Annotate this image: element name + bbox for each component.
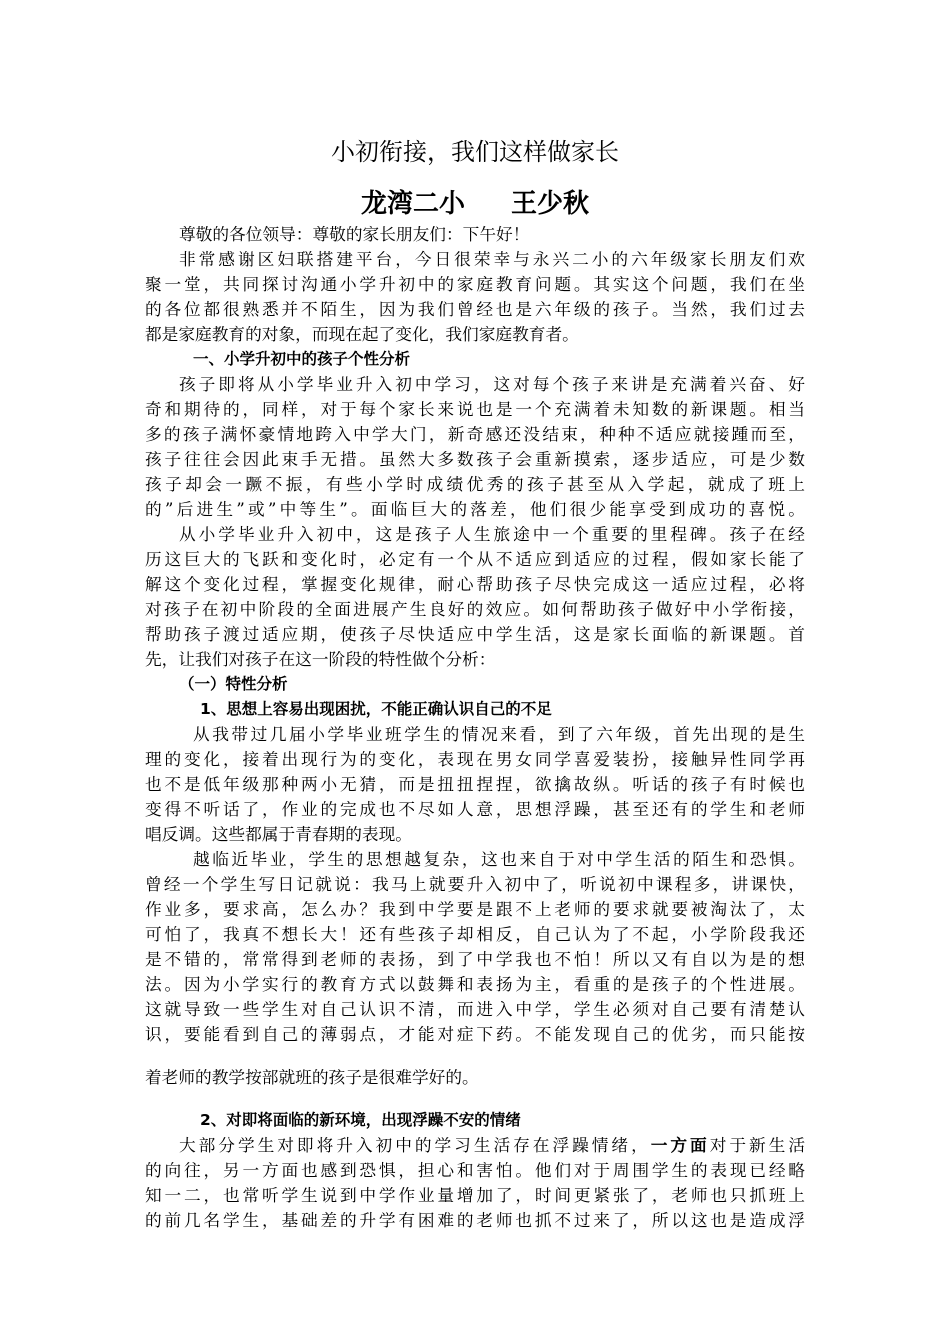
text-line: 是不错的，常常得到老师的表扬，到了中学我也不怕！所以又有自以为是的想 [145, 949, 805, 969]
emphasis-text: 一方面 [650, 1135, 710, 1155]
text-line: 奇和期待的，同样，对于每个家长来说也是一个充满着未知数的新课题。相当 [145, 399, 805, 419]
text-line: 作业多，要求高，怎么办？我到中学要是跟不上老师的要求就要被淘汰了，太 [145, 899, 805, 919]
section-heading: 2、对即将面临的新环境，出现浮躁不安的情绪 [200, 1111, 521, 1129]
text-line: 聚一堂，共同探讨沟通小学升初中的家庭教育问题。其实这个问题，我们在坐 [145, 274, 805, 294]
text-line: 的向往，另一方面也感到恐惧，担心和害怕。他们对于周围学生的表现已经略 [145, 1160, 805, 1180]
text-line: 也不是低年级那种两小无猜，而是扭扭捏捏，欲擒故纵。听话的孩子有时候也 [145, 774, 805, 794]
text-line: 曾经一个学生写日记就说：我马上就要升入初中了，听说初中课程多，讲课快， [145, 874, 805, 894]
text-line: 从我带过几届小学毕业班学生的情况来看，到了六年级，首先出现的是生 [193, 724, 805, 744]
author-name: 王少秋 [511, 189, 590, 219]
text-line: 孩子即将从小学毕业升入初中学习，这对每个孩子来讲是充满着兴奋、好 [179, 374, 805, 394]
text-line: 着老师的教学按部就班的孩子是很难学好的。 [145, 1067, 479, 1087]
document-body [145, 222, 805, 1233]
text-line: 先，让我们对孩子在这一阶段的特性做个分析： [145, 649, 496, 669]
text-line: 唱反调。这些都属于青春期的表现。 [145, 824, 412, 844]
author-school: 龙湾二小 [360, 189, 465, 219]
text-line: 解这个变化过程，掌握变化规律，耐心帮助孩子尽快完成这一适应过程，必将 [145, 574, 805, 594]
text-line: 都是家庭教育的对象，而现在起了变化，我们家庭教育者。 [145, 324, 579, 344]
text-line: 孩子却会一蹶不振，有些小学时成绩优秀的孩子甚至从入学起，就成了班上 [145, 474, 805, 494]
text-line [145, 1090, 805, 1108]
text-line: 大部分学生对即将升入初中的学习生活存在浮躁情绪，一方面对于新生活 [179, 1135, 805, 1155]
text-line: 变得不听话了，作业的完成也不尽如人意，思想浮躁，甚至还有的学生和老师 [145, 799, 805, 819]
text-line: 理的变化，接着出现行为的变化，表现在男女同学喜爱装扮，接触异性同学再 [145, 749, 805, 769]
text-line: 的前几名学生，基础差的升学有困难的老师也抓不过来了，所以这也是造成浮 [145, 1210, 805, 1230]
text-line: 这就导致一些学生对自己认识不清，而进入中学，学生必须对自己要有清楚认 [145, 999, 805, 1019]
text-line: 对孩子在初中阶段的全面进展产生良好的效应。如何帮助孩子做好中小学衔接， [145, 599, 805, 619]
text-line: 识，要能看到自己的薄弱点，才能对症下药。不能发现自己的优劣，而只能按 [145, 1024, 805, 1044]
section-heading: 1、思想上容易出现困扰，不能正确认识自己的不足 [200, 700, 552, 718]
text-line: 的”后进生”或”中等生”。面临巨大的落差，他们很少能享受到成功的喜悦。 [145, 499, 805, 519]
author-line [0, 183, 950, 220]
text-line: 非常感谢区妇联搭建平台，今日很荣幸与永兴二小的六年级家长朋友们欢 [179, 249, 805, 269]
section-heading: （一）特性分析 [179, 675, 288, 693]
text-line: 帮助孩子渡过适应期，使孩子尽快适应中学生活，这是家长面临的新课题。首 [145, 624, 805, 644]
text-line: 尊敬的各位领导：尊敬的家长朋友们：下午好！ [179, 224, 530, 244]
text-line: 可怕了，我真不想长大！还有些孩子却相反，自己认为了不起，小学阶段我还 [145, 924, 805, 944]
text-line: 知一二，也常听学生说到中学作业量增加了，时间更紧张了，老师也只抓班上 [145, 1185, 805, 1205]
text-line [145, 1047, 805, 1065]
text-line: 的各位都很熟悉并不陌生，因为我们曾经也是六年级的孩子。当然，我们过去 [145, 299, 805, 319]
document-title: 小初衔接，我们这样做家长 [331, 138, 619, 166]
text-line: 法。因为小学实行的教育方式以鼓舞和表扬为主，看重的是孩子的个性进展。 [145, 974, 805, 994]
text-line: 多的孩子满怀豪情地跨入中学大门，新奇感还没结束，种种不适应就接踵而至， [145, 424, 805, 444]
text-line: 历这巨大的飞跃和变化时，必定有一个从不适应到适应的过程，假如家长能了 [145, 549, 805, 569]
text-line: 从小学毕业升入初中，这是孩子人生旅途中一个重要的里程碑。孩子在经 [179, 524, 805, 544]
text-line: 越临近毕业，学生的思想越复杂，这也来自于对中学生活的陌生和恐惧。 [193, 849, 805, 869]
section-heading: 一、小学升初中的孩子个性分析 [193, 350, 411, 368]
text-line: 孩子往往会因此束手无措。虽然大多数孩子会重新摸索，逐步适应，可是少数 [145, 449, 805, 469]
